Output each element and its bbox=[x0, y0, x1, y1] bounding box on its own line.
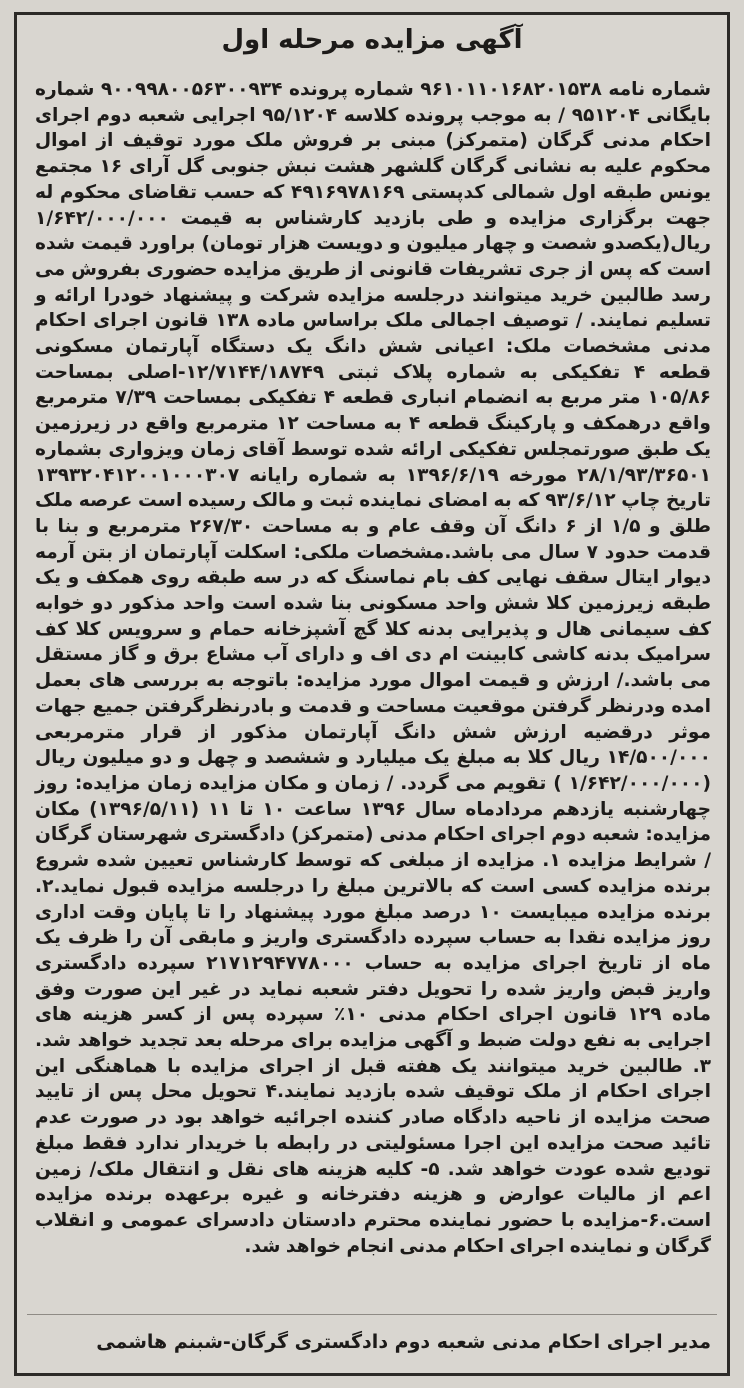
notice-body bbox=[35, 77, 711, 1259]
signature-divider bbox=[27, 1314, 717, 1315]
notice-paragraph: شماره نامه ۹۶۱۰۱۱۰۱۶۸۲۰۱۵۳۸ شماره پرونده ۹۰۰۹۹۸۰۰۵۶۳۰۰۹۳۴ شماره بایگانی ۹۵۱۲۰۴ / به موجب پرونده کلاسه ۹۵/۱۲۰۴ اجرایی شعبه دوم اجرای احکام مدنی گرگان (متمرکز) مبنی بر فروش ملک مورد توقیف از اموال محکوم علیه به نشانی گرگان گلشهر هشت نبش جنوبی گل آرای ۱۶ مجتمع یونس طبقه اول شمالی کدپستی ۴۹۱۶۹۷۸۱۶۹ که حسب تقاضای محکوم له جهت برگزاری مزایده و طی بازدید کارشناس به قیمت ۱/۶۴۲/۰۰۰/۰۰۰ ریال(یکصدو شصت و چهار میلیون و دویست هزار تومان) براورد قیمت شده است که پس از جری تشریفات قانونی از طریق مزایده حضوری بفروش می رسد طالبین خرید میتوانند درجلسه مزایده شرکت و پیشنهاد خودرا ارائه و تسلیم نمایند. / توصیف اجمالی ملک براساس ماده ۱۳۸ قانون اجرای احکام مدنی مشخصات ملک: اعیانی شش دانگ یک دستگاه آپارتمان مسکونی قطعه ۴ تفکیکی به شماره پلاک ثبتی ۱۲/۷۱۴۴/۱۸۷۴۹-اصلی بمساحت ۱۰۵/۸۶ متر مربع به انضمام انباری قطعه ۴ تفکیکی بمساحت ۷/۳۹ مترمربع واقع درهمکف و پارکینگ قطعه ۴ به مساحت ۱۲ مترمربع واقع در زیرزمین یک طبق صورتمجلس تفکیکی ارائه شده توسط آقای زمان ویزواری بشماره ۲۸/۱/۹۳/۳۶۵۰۱ مورخه ۱۳۹۶/۶/۱۹ به شماره رایانه ۱۳۹۳۲۰۴۱۲۰۰۱۰۰۰۳۰۷ تاریخ چاپ ۹۳/۶/۱۲ که به امضای نماینده ثبت و مالک رسیده است عرصه ملک طلق و ۱/۵ از ۶ دانگ آن وقف عام و به مساحت ۲۶۷/۳۰ مترمربع و بنا با قدمت حدود ۷ سال می باشد.مشخصات ملکی: اسکلت آپارتمان از بتن آرمه دیوار ایتال سقف نهایی کف بام نماسنگ که در سه طبقه روی همکف و یک طبقه زیرزمین کلا شش واحد مسکونی بنا شده است واحد مذکور دو خوابه کف سیمانی هال و پذیرایی بدنه کلا گچ آشپزخانه حمام و سرویس کلا کف سرامیک بدنه کاشی کابینت ام دی اف و دارای آب مشاع برق و گاز مستقل می باشد./ ارزش و قیمت اموال مورد مزایده: باتوجه به بررسی های بعمل امده ودرنظر گرفتن موقعیت مساحت و قدمت و بادرنظرگرفتن جمیع جهات موثر درقضیه ارزش شش دانگ آپارتمان مذکور از قرار مترمربعی ۱۴/۵۰۰/۰۰۰ ریال کلا به مبلغ یک میلیارد و ششصد و چهل و دو میلیون ریال (۱/۶۴۲/۰۰۰/۰۰۰ ) تقویم می گردد. / زمان و مکان مزایده زمان مزایده: روز چهارشنبه یازدهم مردادماه سال ۱۳۹۶ ساعت ۱۰ تا ۱۱ (۱۳۹۶/۵/۱۱) مکان مزایده: شعبه دوم اجرای احکام مدنی (متمرکز) دادگستری شهرستان گرگان / شرایط مزایده ۱. مزایده از مبلغی که توسط کارشناس تعیین شده شروع برنده مزایده کسی است که بالاترین مبلغ را درجلسه مزایده قبول نماید.۲. برنده مزایده میبایست ۱۰ درصد مبلغ مورد پیشنهاد را تا پایان وقت اداری روز مزایده نقدا به حساب سپرده دادگستری واریز و مابقی آن را ظرف یک ماه از تاریخ اجرای مزایده به حساب ۲۱۷۱۲۹۴۷۷۸۰۰۰ سپرده دادگستری واریز قبض واریز شده را تحویل دفتر شعبه نماید در غیر این صورت وفق ماده ۱۲۹ قانون اجرای احکام مدنی ۱۰٪ سپرده پس از کسر هزینه های اجرایی به نفع دولت ضبط و آگهی مزایده برای مرحله بعد تجدید خواهد شد. ۳. طالبین خرید میتوانند یک هفته قبل از اجرای مزایده با هماهنگی این اجرای احکام از ملک توقیف شده بازدید نمایند.۴ تحویل محل پس از تایید صحت مزایده از ناحیه دادگاه صادر کننده اجرائیه خواهد بود در صورت عدم تائید صحت مزایده این اجرا مسئولیتی در رابطه با خریدار ندارد فقط مبلغ توديع شده عودت خواهد شد. ۵- کلیه هزینه های نقل و انتقال ملک/ زمین اعم از مالیات عوارض و هزینه دفترخانه و غیره برعهده برنده مزایده است.۶-مزایده با حضور نماینده محترم دادستان دادسرای عمومی و انقلاب گرگان و نماینده اجرای احکام مدنی انجام خواهد شد. bbox=[35, 79, 712, 1257]
notice-frame bbox=[14, 12, 730, 1376]
notice-title: آگهی مزایده مرحله اول bbox=[221, 25, 523, 55]
notice-signature: مدیر اجرای احکام مدنی شعبه دوم دادگستری گرگان-شبنم هاشمی bbox=[96, 1331, 711, 1353]
